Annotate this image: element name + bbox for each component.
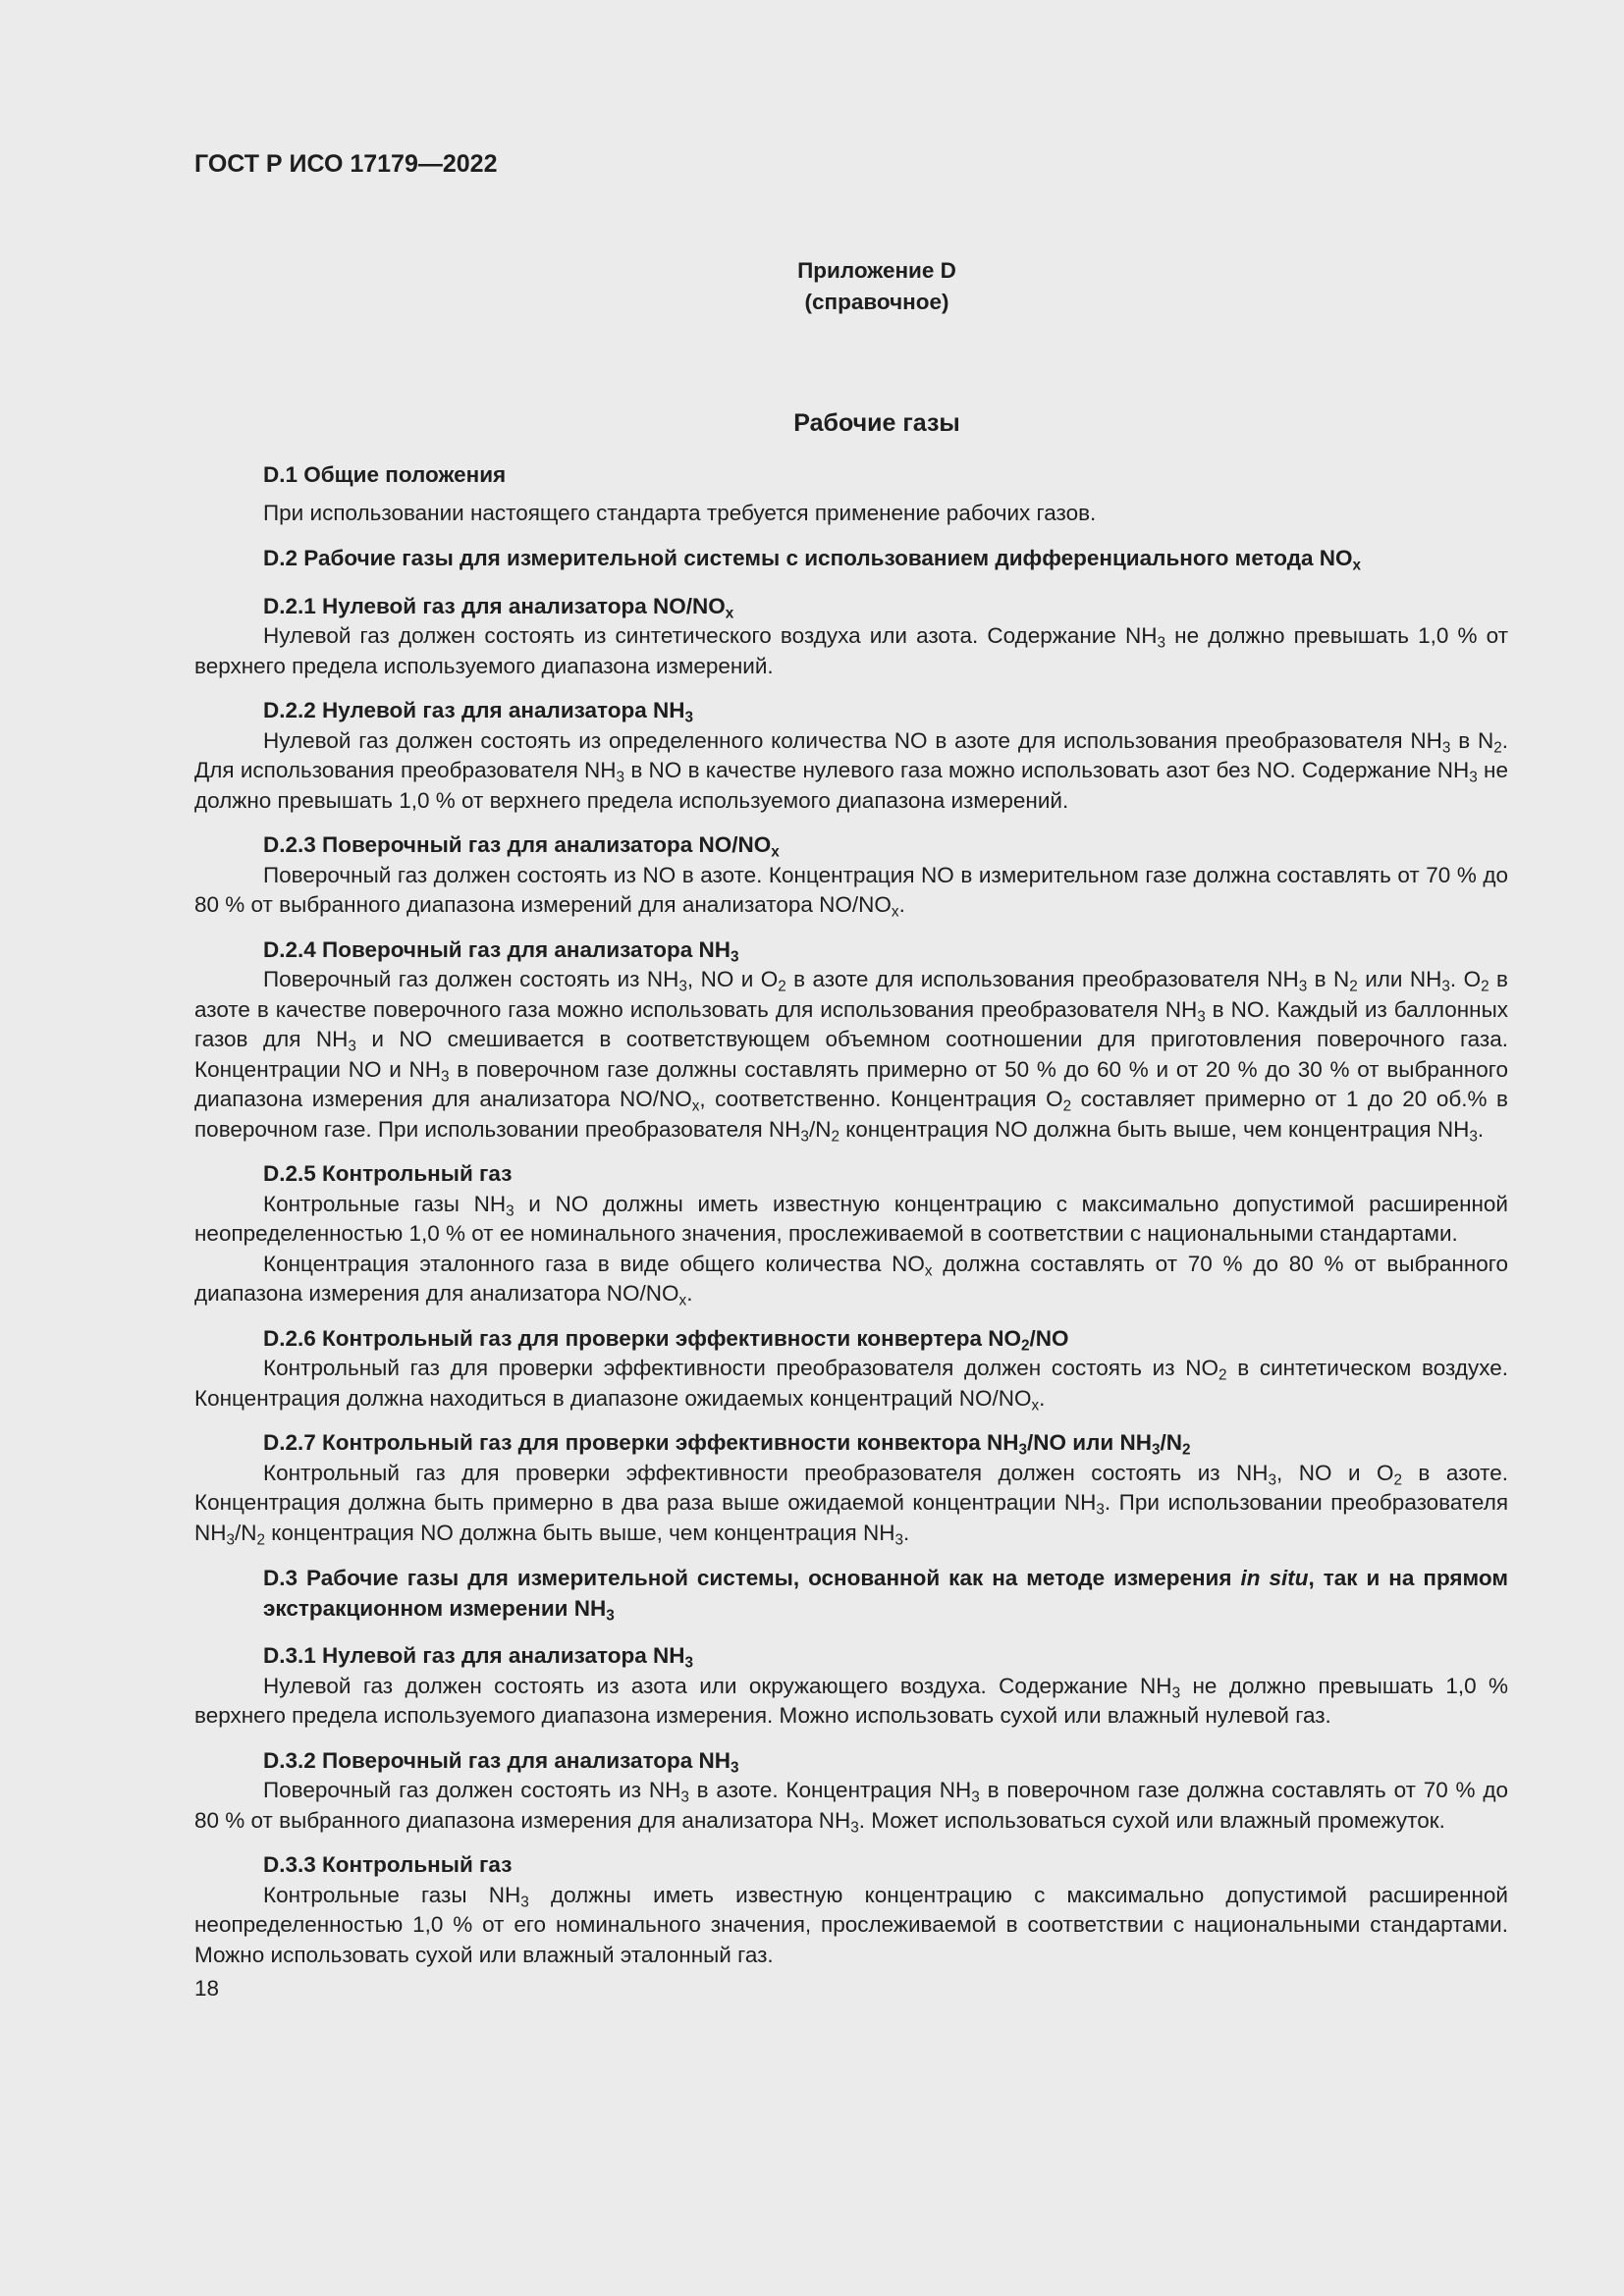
section-d3-1-heading: D.3.1 Нулевой газ для анализатора $NH_3$ (263, 1643, 694, 1672)
section-d2-6-heading: D.2.6 Контрольный газ для проверки эффективности конвертера $NO_2/NO$ (263, 1325, 1069, 1354)
section-d2-4-paragraph: Поверочный газ должен состоять из $NH_3$, NO и $O_2$ в азоте для использования преобразователя $NH_3$ в $N_2$ или $NH_3$. $O_2$ в азоте в качестве поверочного газа можно использовать для использования преобразователя $NH_3$ в NO. Каждый из баллонных газов для $NH_3$ и NO смешивается в соответствующем объемном соотношении для приготовления поверочного газа. Концентрации NO и $NH_3$ в поверочном газе должны составлять примерно от 50 % до 60 % и от 20 % до 30 % от выбранного диапазона измерения для анализатора $NO/NO_x$, соответственно. Концентрация $O_2$ составляет примерно от 1 до 20 об.% в поверочном газе. При использовании преобразователя $NH_3/N_2$ концентрация NO должна быть выше, чем концентрация $NH_3$. (194, 967, 1508, 1145)
section-d3-3-heading: D.3.3 Контрольный газ (263, 1852, 513, 1877)
section-d2-6-paragraph: Контрольный газ для проверки эффективности преобразователя должен состоять из $NO_2$ в синтетическом воздухе. Концентрация должна находиться в диапазоне ожидаемых концентраций $NO/NO_x$. (194, 1356, 1508, 1414)
section-d3-heading: D.3 Рабочие газы для измерительной системы, основанной как на методе измерения in situ, так и на прямом экстракционном измерении $NH_3$ (263, 1566, 1508, 1624)
section-d2-2-heading: D.2.2 Нулевой газ для анализатора $NH_3$ (263, 698, 694, 726)
section-d2-7-paragraph: Контрольный газ для проверки эффективности преобразователя должен состоять из $NH_3$, NO и $O_2$ в азоте. Концентрация должна быть примерно в два раза выше ожидаемой концентрации $NH_3$. При использовании преобразователя $NH_3/N_2$ концентрация NO должна быть выше, чем концентрация $NH_3$. (194, 1460, 1509, 1548)
section-d2-5-paragraph-1: Контрольные газы $NH_3$ и NO должны иметь известную концентрацию с максимально допустимой расширенной неопределенностью 1,0 % от ее номинального значения, прослеживаемой в соответствии с национальными стандартами. (194, 1191, 1508, 1246)
section-d1-heading: D.1 Общие положения (263, 462, 507, 487)
section-d3-1-paragraph: Нулевой газ должен состоять из азота или окружающего воздуха. Содержание $NH_3$ не должно превышать 1,0 % верхнего предела используемого диапазона измерения. Можно использовать сухой или влажный нулевой газ. (194, 1673, 1508, 1728)
section-d2-4-heading: D.2.4 Поверочный газ для анализатора $NH_3$ (263, 936, 739, 965)
annex-label: Приложение D (797, 258, 956, 283)
section-d2-1-paragraph: Нулевой газ должен состоять из синтетического воздуха или азота. Содержание $NH_3$ не должно превышать 1,0 % от верхнего предела используемого диапазона измерений. (194, 623, 1508, 678)
section-d2-5-paragraph-2: Концентрация эталонного газа в виде общего количества $NO_x$ должна составлять от 70 % до 80 % от выбранного диапазона измерения для анализатора $NO/NO_x$. (194, 1251, 1508, 1309)
section-d2-1-heading: D.2.1 Нулевой газ для анализатора $NO/NO_x$ (263, 593, 734, 621)
section-d2-heading: D.2 Рабочие газы для измерительной системы с использованием дифференциального метода $NO_x$ (263, 546, 1362, 574)
section-d2-5-heading: D.2.5 Контрольный газ (263, 1161, 513, 1186)
section-d3-3-paragraph: Контрольные газы $NH_3$ должны иметь известную концентрацию с максимально допустимой расширенной неопределенностью 1,0 % от его номинального значения, прослеживаемой в соответствии с национальными стандартами. Можно использовать сухой или влажный эталонный газ. (194, 1882, 1509, 1967)
section-d3-2-heading: D.3.2 Поверочный газ для анализатора $NH_3$ (263, 1747, 739, 1776)
section-d2-7-heading: D.2.7 Контрольный газ для проверки эффективности конвектора $NH_3/NO$ или $NH_3/N_2$ (263, 1430, 1191, 1459)
section-d1-paragraph: При использовании настоящего стандарта требуется применение рабочих газов. (263, 500, 1097, 525)
section-d2-3-heading: D.2.3 Поверочный газ для анализатора $NO/NO_x$ (263, 832, 780, 861)
section-d2-3-paragraph: Поверочный газ должен состоять из NO в азоте. Концентрация NO в измерительном газе должна составлять от 70 % до 80 % от выбранного диапазона измерений для анализатора $NO/NO_x$. (194, 862, 1508, 921)
document-page (194, 147, 1508, 2110)
annex-label-block (194, 255, 1508, 318)
annex-title: Рабочие газы (793, 409, 960, 437)
section-d2-2-paragraph: Нулевой газ должен состоять из определенного количества NO в азоте для использования преобразователя $NH_3$ в $N_2$. Для использования преобразователя $NH_3$ в NO в качестве нулевого газа можно использовать азот без NO. Содержание $NH_3$ не должно превышать 1,0 % от верхнего предела используемого диапазона измерений. (194, 727, 1508, 813)
document-id: ГОСТ Р ИСО 17179—2022 (194, 150, 498, 178)
section-d3-2-paragraph: Поверочный газ должен состоять из $NH_3$ в азоте. Концентрация $NH_3$ в поверочном газе должна составлять от 70 % до 80 % от выбранного диапазона измерения для анализатора $NH_3$. Может использоваться сухой или влажный промежуток. (194, 1778, 1508, 1836)
page-number: 18 (194, 1976, 220, 2001)
annex-type: (справочное) (804, 290, 949, 314)
